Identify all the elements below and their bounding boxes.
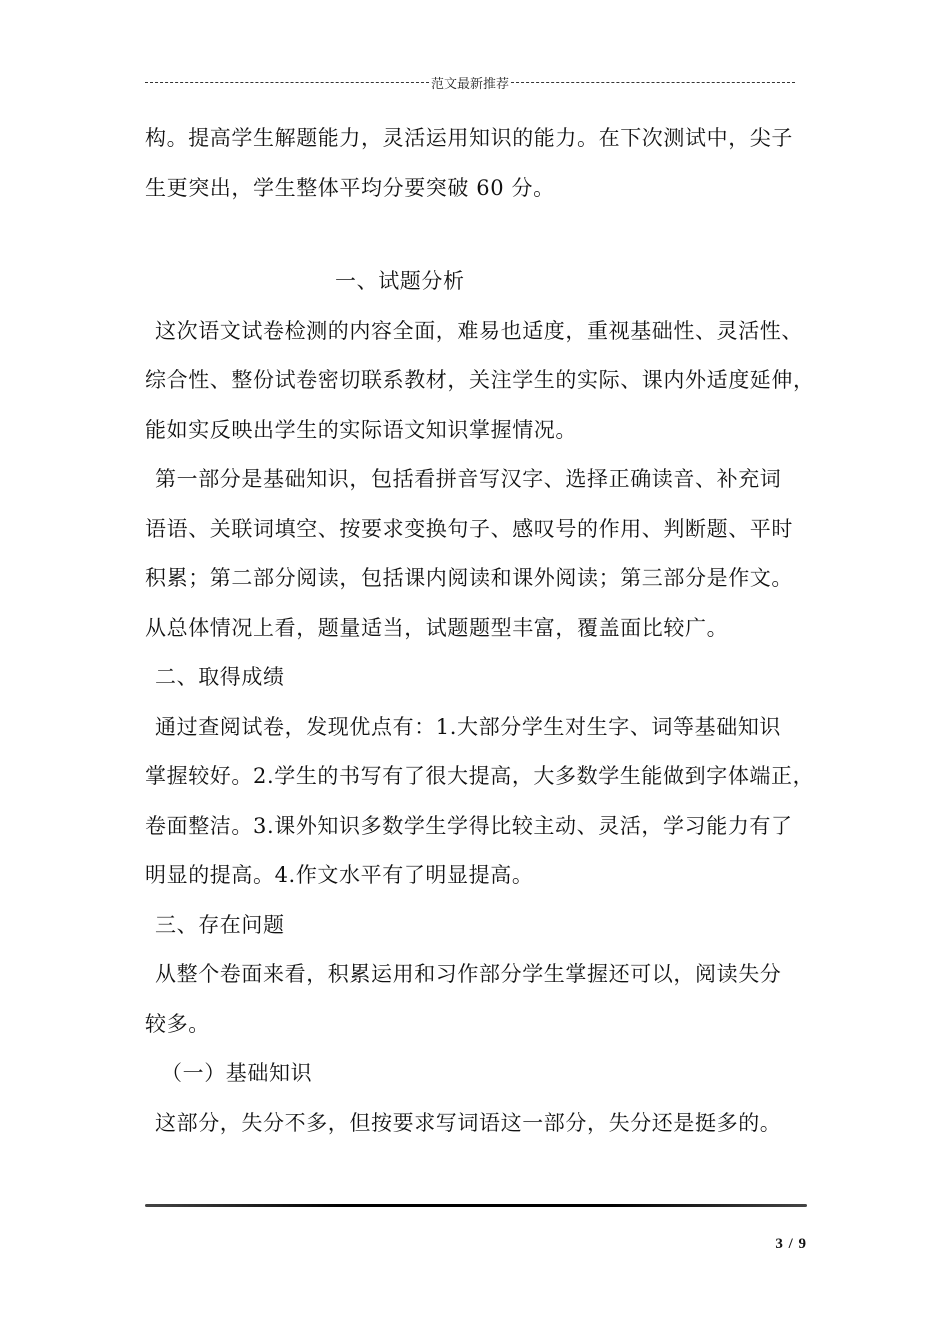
section-heading-achievements: 二、取得成绩 bbox=[155, 665, 285, 689]
header-label: 范文最新推荐 bbox=[431, 76, 510, 92]
paragraph-line: 卷面整洁。3.课外知识多数学生学得比较主动、灵活，学习能力有了 bbox=[145, 813, 793, 838]
paragraph-line: 第一部分是基础知识，包括看拼音写汉字、选择正确读音、补充词 bbox=[155, 467, 782, 491]
spacer bbox=[145, 213, 810, 257]
paragraph-line: 这部分，失分不多，但按要求写词语这一部分，失分还是挺多的。 bbox=[155, 1110, 782, 1135]
paragraph-line: 语语、关联词填空、按要求变换句子、感叹号的作用、判断题、平时 bbox=[145, 516, 793, 541]
paragraph-line: 积累；第二部分阅读，包括课内阅读和课外阅读；第三部分是作文。 bbox=[145, 566, 793, 590]
intro-line: 生更突出，学生整体平均分要突破 60 分。 bbox=[145, 175, 555, 200]
footer-rule bbox=[145, 1204, 807, 1207]
section-heading-problems: 三、存在问题 bbox=[155, 912, 285, 937]
intro-line: 构。提高学生解题能力，灵活运用知识的能力。在下次测试中，尖子 bbox=[145, 126, 793, 150]
paragraph-line: 通过查阅试卷，发现优点有：1.大部分学生对生字、词等基础知识 bbox=[155, 714, 782, 739]
header-dash-left bbox=[145, 82, 429, 83]
paragraph-line: 掌握较好。2.学生的书写有了很大提高，大多数学生能做到字体端正， bbox=[145, 764, 815, 788]
header-dash-right bbox=[511, 82, 795, 83]
paragraph-line: 较多。 bbox=[145, 1011, 210, 1036]
page-header bbox=[145, 72, 795, 92]
sub-heading-basics: （一）基础知识 bbox=[161, 1061, 313, 1085]
paragraph-line: 综合性、整份试卷密切联系教材，关注学生的实际、课内外适度延伸， bbox=[145, 368, 815, 392]
paragraph-line: 明显的提高。4.作文水平有了明显提高。 bbox=[145, 863, 534, 887]
paragraph-line: 从总体情况上看，题量适当，试题题型丰富，覆盖面比较广。 bbox=[145, 615, 729, 640]
page-number: 3 / 9 bbox=[775, 1236, 807, 1252]
paragraph-line: 能如实反映出学生的实际语文知识掌握情况。 bbox=[145, 417, 577, 442]
document-body bbox=[145, 114, 815, 1148]
section-heading-analysis: 一、试题分析 bbox=[335, 269, 465, 293]
paragraph-line: 这次语文试卷检测的内容全面，难易也适度，重视基础性、灵活性、 bbox=[155, 318, 803, 343]
paragraph-line: 从整个卷面来看，积累运用和习作部分学生掌握还可以，阅读失分 bbox=[155, 962, 782, 986]
